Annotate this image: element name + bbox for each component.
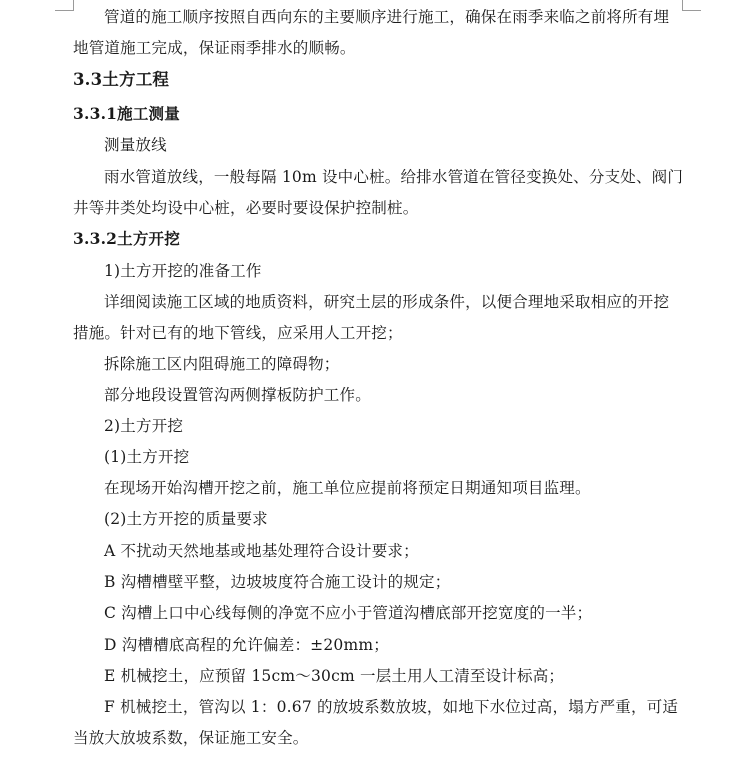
- paragraph-line: B 沟槽槽壁平整，边坡坡度符合施工设计的规定；: [104, 573, 451, 591]
- paragraph-line: 在现场开始沟槽开挖之前，施工单位应提前将预定日期通知项目监理。: [104, 479, 591, 497]
- paragraph-line: 1)土方开挖的准备工作: [104, 262, 262, 280]
- paragraph-line: 详细阅读施工区域的地质资料，研究土层的形成条件，以便合理地采取相应的开挖: [104, 293, 670, 311]
- paragraph-line: (2)土方开挖的质量要求: [104, 510, 268, 528]
- paragraph-line: 管道的施工顺序按照自西向东的主要顺序进行施工，确保在雨季来临之前将所有埋: [104, 8, 670, 26]
- paragraph-line: D 沟槽槽底高程的允许偏差：±20mm；: [104, 636, 389, 654]
- paragraph-line: 地管道施工完成，保证雨季排水的顺畅。: [73, 39, 356, 57]
- subsection-heading-3-3-1: 3.3.1施工测量: [73, 104, 180, 123]
- page-corner-mark-left: [55, 0, 74, 11]
- paragraph-line: 雨水管道放线，一般每隔 10m 设中心桩。给排水管道在管径变换处、分支处、阀门: [104, 168, 684, 186]
- page-corner-mark-right: [682, 0, 701, 11]
- paragraph-line: E 机械挖土，应预留 15cm～30cm 一层土用人工清至设计标高；: [104, 667, 565, 685]
- paragraph-line: 测量放线: [104, 136, 167, 154]
- paragraph-line: 部分地段设置管沟两侧撑板防护工作。: [104, 386, 371, 404]
- paragraph-line: 2)土方开挖: [104, 417, 184, 435]
- paragraph-line: 拆除施工区内阻碍施工的障碍物；: [104, 355, 340, 373]
- paragraph-line: C 沟槽上口中心线每侧的净宽不应小于管道沟槽底部开挖宽度的一半；: [104, 604, 593, 622]
- subsection-heading-3-3-2: 3.3.2土方开挖: [73, 229, 180, 248]
- paragraph-line: F 机械挖土，管沟以 1：0.67 的放坡系数放坡，如地下水位过高，塌方严重，可适: [104, 698, 679, 716]
- paragraph-line: (1)土方开挖: [104, 448, 190, 466]
- paragraph-line: A 不扰动天然地基或地基处理符合设计要求；: [104, 542, 419, 560]
- paragraph-line: 井等井类处均设中心桩，必要时要设保护控制桩。: [73, 199, 419, 217]
- paragraph-line: 措施。针对已有的地下管线，应采用人工开挖；: [73, 324, 403, 342]
- section-heading-3-3: 3.3土方工程: [73, 70, 170, 89]
- paragraph-line: 当放大放坡系数，保证施工安全。: [73, 729, 309, 747]
